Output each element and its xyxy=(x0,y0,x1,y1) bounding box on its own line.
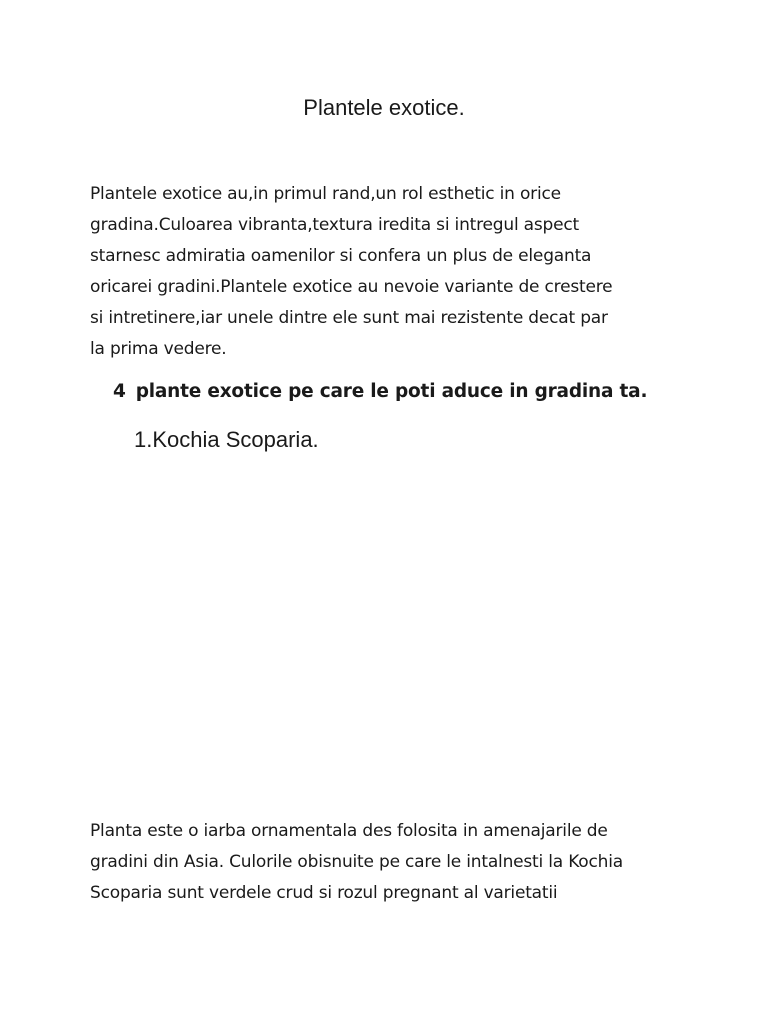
section-heading-text: plante exotice pe care le poti aduce in gradina ta. xyxy=(135,381,648,402)
section-heading xyxy=(113,376,647,408)
outro-paragraph xyxy=(90,816,690,909)
intro-line: la prima vedere. xyxy=(90,339,227,359)
intro-line: starnesc admiratia oamenilor si confera un plus de eleganta xyxy=(90,246,592,266)
outro-line: gradini din Asia. Culorile obisnuite pe care le intalnesti la Kochia xyxy=(90,852,623,872)
intro-line: si intretinere,iar unele dintre ele sunt mai rezistente decat par xyxy=(90,308,608,328)
section-heading-number: 4 xyxy=(113,381,126,402)
intro-line: gradina.Culoarea vibranta,textura iredita si intregul aspect xyxy=(90,215,580,235)
plant-subheading: 1.Kochia Scoparia. xyxy=(134,427,319,452)
outro-line: Scoparia sunt verdele crud si rozul pregnant al varietatii xyxy=(90,883,558,903)
document-title: Plantele exotice. xyxy=(303,95,465,120)
intro-line: oricarei gradini.Plantele exotice au nevoie variante de crestere xyxy=(90,277,613,297)
outro-line: Planta este o iarba ornamentala des folosita in amenajarile de xyxy=(90,821,608,841)
intro-paragraph xyxy=(90,179,690,365)
intro-line: Plantele exotice au,in primul rand,un rol esthetic in orice xyxy=(90,184,561,204)
